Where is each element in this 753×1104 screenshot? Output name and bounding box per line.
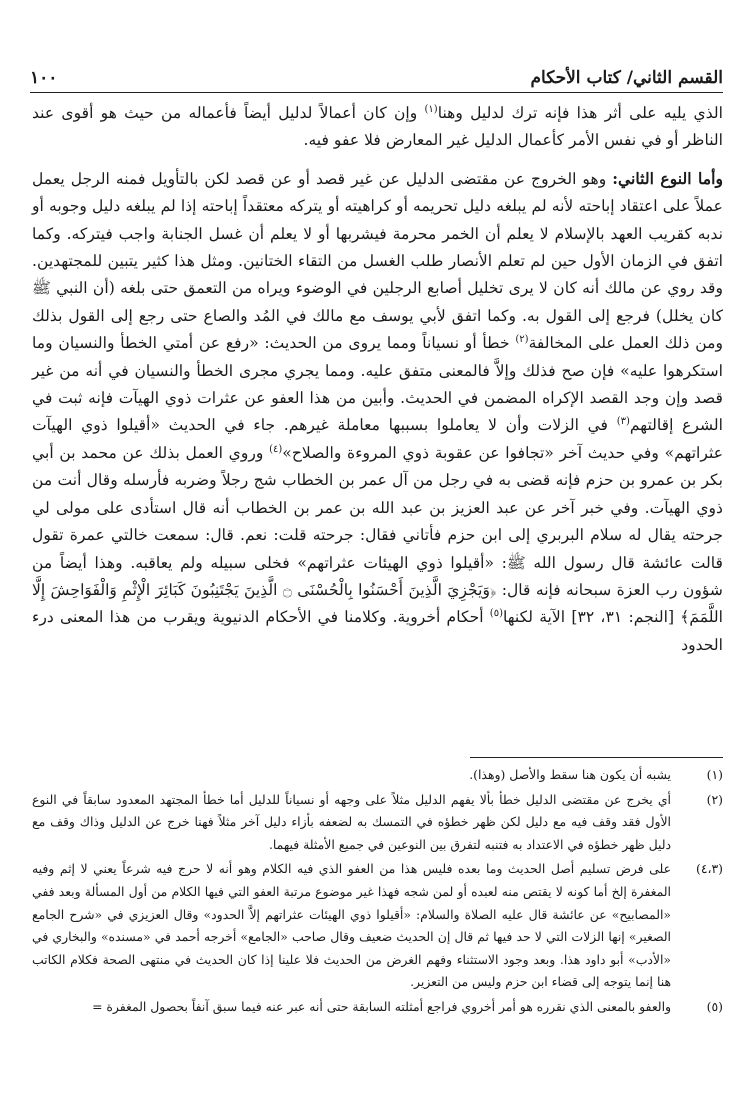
- footnote-number: (٥): [706, 998, 723, 1014]
- footnote-text: والعفو بالمعنى الذي نقرره هو أمر أخروي فراجع أمثلته السابقة حتى أنه عبر عنه فيما سبق آنفاً بحصول المغفرة =: [92, 998, 671, 1014]
- footnote-divider: [470, 757, 723, 758]
- paragraph-2: [32, 165, 723, 659]
- footnote-text: على فرض تسليم أصل الحديث وما بعده فليس هذا من العفو الذي فيه الكلام وهو أنه لا حرج فيه شرعاً يعني لا إثم وفيه المغفرة إلخ أما كونه لا يقتص منه لعبده أو لمن شجه فهذا غير موضوع مرتبة العفو التي فيها الكلام من أول المسألة وبعد ففي «المصابيح» عن عائشة قال عليه الصلاة والسلام: «أقيلوا ذوي الهيئات عثراتهم إلاَّ الحدود» وقال العزيزي في «شرح الجامع الصغير» إنها الزلات التي لا حد فيها ثم قال إن الحديث ضعيف وقال صاحب «الجامع» أخرجه أحمد في «مسنده» والبخاري في «الأدب» أبو داود هذا. وبعد وجود الاستثناء وفهم الغرض من الحديث فلا علينا إذا كان الحديث في منتهى الصحة فكلام الكاتب هنا إنما يتوجه إلى قضاء ابن حزم وليس من التعزير.: [32, 861, 671, 990]
- footnote-number: (٢): [706, 791, 723, 807]
- footnote: [32, 789, 723, 857]
- footnotes: [32, 764, 723, 1021]
- footnote-ref[interactable]: (٣): [616, 416, 630, 428]
- section-lead: وأما النوع الثاني:: [612, 168, 724, 188]
- main-text: [32, 100, 723, 659]
- footnote-text: أي يخرج عن مقتضى الدليل خطأ بألا يفهم الدليل مثلاً على وجهه أو نسياناً للدليل أما خطأ المجتهد المعدود سابقاً في النوع الأول فقد وقف فيه مع دليل لكن ظهر خطؤه في التمسك به لضعفه بأزاء دليل آخر مثلاً فهنا خرج عن الدليل وذاك وقف مع دليل ظهر خطؤه في الاعتداد به فتنبه لتفرق بين النوعين في جميع الأمثلة فيهما.: [32, 791, 671, 852]
- text-run: الذي يليه على أثر هذا فإنه ترك لدليل وهنا: [437, 104, 724, 122]
- footnote: [32, 858, 723, 994]
- paragraph-1: [32, 100, 723, 155]
- footnote-ref[interactable]: (٢): [515, 334, 529, 346]
- footnote-number: (١): [706, 767, 723, 782]
- section-title: القسم الثاني/ كتاب الأحكام: [530, 68, 723, 88]
- text-run: وإن كان أعمالاً لدليل أيضاً فأعماله من حيث هو أقوى عند الناظر أو في نفس الأمر كأعمال الدليل غير المعارض فلا عفو فيه.: [32, 104, 723, 150]
- footnote: [32, 996, 723, 1019]
- page-number: ١٠٠: [30, 68, 58, 88]
- text-run: في الزلات وأن لا يعاملوا بسببها معاملة غيرهم. جاء في الحديث «أقيلوا ذوي الهيآت عثراتهم» وفي حديث آخر «تجافوا عن عقوبة ذوي المروءة والصلاح»: [32, 416, 723, 462]
- footnote-number: (٤،٣): [696, 861, 723, 877]
- footnote-ref[interactable]: (٥): [489, 608, 503, 620]
- footnote-text: يشبه أن يكون هنا سقط والأصل (وهذا).: [469, 767, 671, 782]
- footnote: [32, 764, 723, 787]
- footnote-ref[interactable]: (١): [424, 103, 438, 115]
- text-run: وهو الخروج عن مقتضى الدليل عن غير قصد أو عن قصد لكن بالتأويل فمنه الرجل يعمل عملاً على اعتقاد إباحته لأنه لم يبلغه دليل تحريمه أو كراهيته أو يتركه معتقداً إباحته إذا لم يبلغه دليل وجوبه أو ندبه كقريب العهد بالإسلام لا يعلم أن الخمر محرمة فيشربها أو لا يعلم أن غسل الجنابة واجب فيتركه. وكما اتفق في الزمان الأول حين لم تعلم الأنصار طلب الغسل من التقاء الختانين. ومثل هذا كثير يتبين للمجتهدين. وقد روي عن مالك أنه كان لا يرى تخليل أصابع الرجلين في الوضوء ويراه من التعمق حتى بلغه (أن النبي ﷺ كان يخلل) فرجع إلى القول به. وكما اتفق لأبي يوسف مع مالك في المُد والصاع حتى رجع إلى القول بذلك ومن ذلك العمل على المخالفة: [32, 169, 724, 353]
- text-run: وروي العمل بذلك عن محمد بن أبي بكر بن عمرو بن حزم فإنه قضى به في رجل من آل عمر بن الخطاب شج رجلاً وضربه فأرسله وقال أنت من ذوي الهيآت. وفي خبر آخر عن عبد العزيز بن عبد الله بن عمر بن الخطاب أنه قال استأدى على مولى لي جرحته يقال له سلام البربري إلى ابن حزم فأتاني فقال: جرحته قلت: نعم. قال: سمعت خالتي عمرة تقول قالت عائشة قال رسول الله ﷺ: «أقيلوا ذوي الهيئات عثراتهم» فخلى سبيله ولم يعاقبه. وهذا أيضاً من شؤون رب العزة سبحانه فإنه قال: ﴿وَيَجْزِيَ الَّذِينَ أَحْسَنُوا بِالْحُسْنَى ۝ الَّذِينَ يَجْتَنِبُونَ كَبَائِرَ الْإِثْمِ وَالْفَوَاحِشَ إِلَّا اللَّمَمَ﴾ [النجم: ٣١، ٣٢] الآية لكنها: [32, 443, 724, 627]
- text-run: خطأ أو نسياناً ومما يروى من الحديث: «رفع عن أمتي الخطأ والنسيان وما استكرهوا عليه» فإن صح فذلك وإلاَّ فالمعنى متفق عليه. ومما يجري مجرى الخطأ والنسيان في أنه من غير قصد وإن وجد القصد الإكراه المضمن في الحديث. وأبين من هذا العفو عن عثرات ذوي الهيآت فإنه ثبت في الشرع إقالتهم: [32, 334, 724, 435]
- running-header: [30, 58, 723, 93]
- text-run: أحكام أخروية. وكلامنا في الأحكام الدنيوية ويقرب من هذا المعنى درء الحدود: [32, 608, 723, 654]
- footnote-ref[interactable]: (٤): [269, 443, 283, 455]
